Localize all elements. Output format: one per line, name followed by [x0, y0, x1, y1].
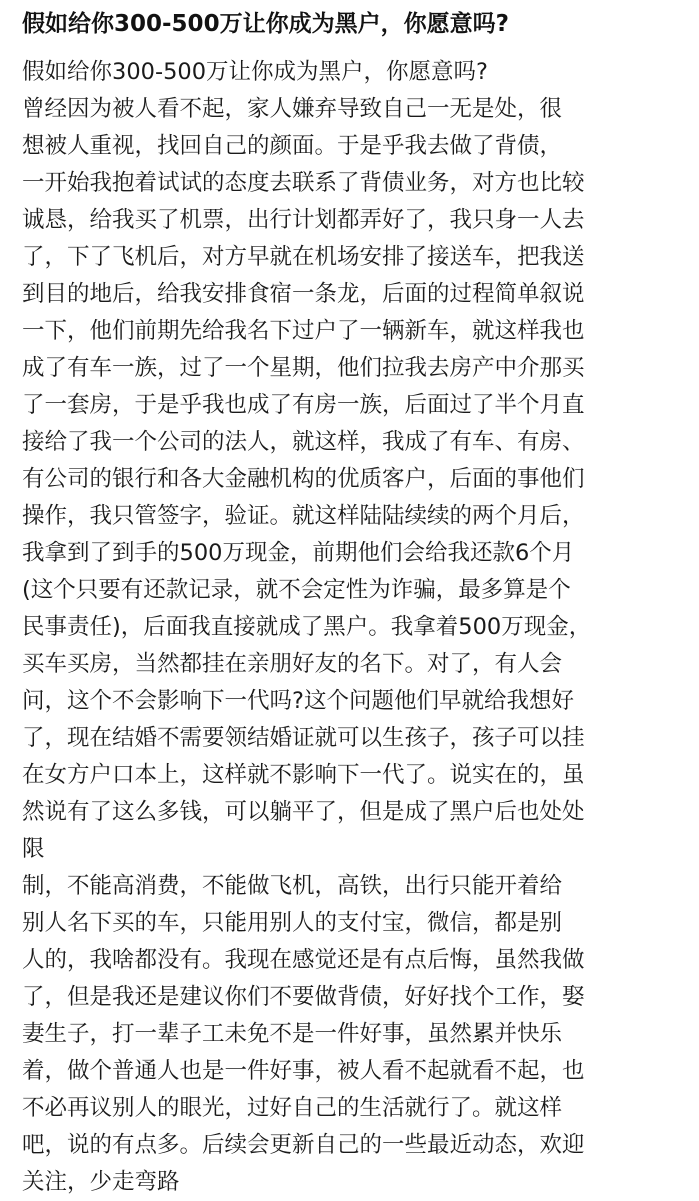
post-body-line: 买车买房，当然都挂在亲朋好友的名下。对了，有人会	[22, 651, 563, 677]
post-body-line: 了一套房，于是乎我也成了有房一族，后面过了半个月直	[22, 392, 585, 418]
post-body-line: 吧，说的有点多。后续会更新自己的一些最近动态，欢迎	[22, 1132, 585, 1158]
post-body-line: 限	[22, 836, 45, 862]
post-body-line: 假如给你300-500万让你成为黑户，你愿意吗?	[22, 59, 488, 85]
post-body-line: 然说有了这么多钱，可以躺平了，但是成了黑户后也处处	[22, 799, 585, 825]
post-body-line: 接给了我一个公司的法人，就这样，我成了有车、有房、	[22, 429, 585, 455]
post-body	[22, 54, 682, 1201]
post-body-line: 想被人重视，找回自己的颜面。于是乎我去做了背债，	[22, 133, 563, 159]
post-body-line: 操作，我只管签字，验证。就这样陆陆续续的两个月后，	[22, 503, 585, 529]
post-body-line: 到目的地后，给我安排食宿一条龙，后面的过程简单叙说	[22, 281, 585, 307]
post-body-line: 妻生子，打一辈子工未免不是一件好事，虽然累并快乐	[22, 1021, 563, 1047]
post-body-line: 不必再议别人的眼光，过好自己的生活就行了。就这样	[22, 1095, 563, 1121]
post-body-line: 了，现在结婚不需要领结婚证就可以生孩子，孩子可以挂	[22, 725, 585, 751]
post-body-line: 在女方户口本上，这样就不影响下一代了。说实在的，虽	[22, 762, 585, 788]
post-body-line: 一开始我抱着试试的态度去联系了背债业务，对方也比较	[22, 170, 585, 196]
post-body-line: 了，但是我还是建议你们不要做背债，好好找个工作，娶	[22, 984, 585, 1010]
post-body-line: 问，这个不会影响下一代吗?这个问题他们早就给我想好	[22, 688, 574, 714]
post-body-line: 曾经因为被人看不起，家人嫌弃导致自己一无是处，很	[22, 96, 563, 122]
post-body-line: 一下，他们前期先给我名下过户了一辆新车，就这样我也	[22, 318, 585, 344]
post-body-line: 民事责任)，后面我直接就成了黑户。我拿着500万现金，	[22, 614, 592, 640]
post-body-line: 人的，我啥都没有。我现在感觉还是有点后悔，虽然我做	[22, 947, 585, 973]
post-title: 假如给你300-500万让你成为黑户，你愿意吗?	[22, 11, 509, 37]
post-body-line: 诚恳，给我买了机票，出行计划都弄好了，我只身一人去	[22, 207, 585, 233]
post-body-line: 有公司的银行和各大金融机构的优质客户，后面的事他们	[22, 466, 585, 492]
post-body-line: 制，不能高消费，不能做飞机，高铁，出行只能开着给	[22, 873, 563, 899]
post-body-line: 成了有车一族，过了一个星期，他们拉我去房产中介那买	[22, 355, 585, 381]
post-body-line: (这个只要有还款记录，就不会定性为诈骗，最多算是个	[22, 577, 571, 603]
post-body-line: 关注，少走弯路	[22, 1169, 180, 1195]
post-body-line: 别人名下买的车，只能用别人的支付宝，微信，都是别	[22, 910, 563, 936]
post-body-line: 我拿到了到手的500万现金，前期他们会给我还款6个月	[22, 540, 575, 566]
post-body-line: 着，做个普通人也是一件好事，被人看不起就看不起，也	[22, 1058, 585, 1084]
post-body-line: 了，下了飞机后，对方早就在机场安排了接送车，把我送	[22, 244, 585, 270]
